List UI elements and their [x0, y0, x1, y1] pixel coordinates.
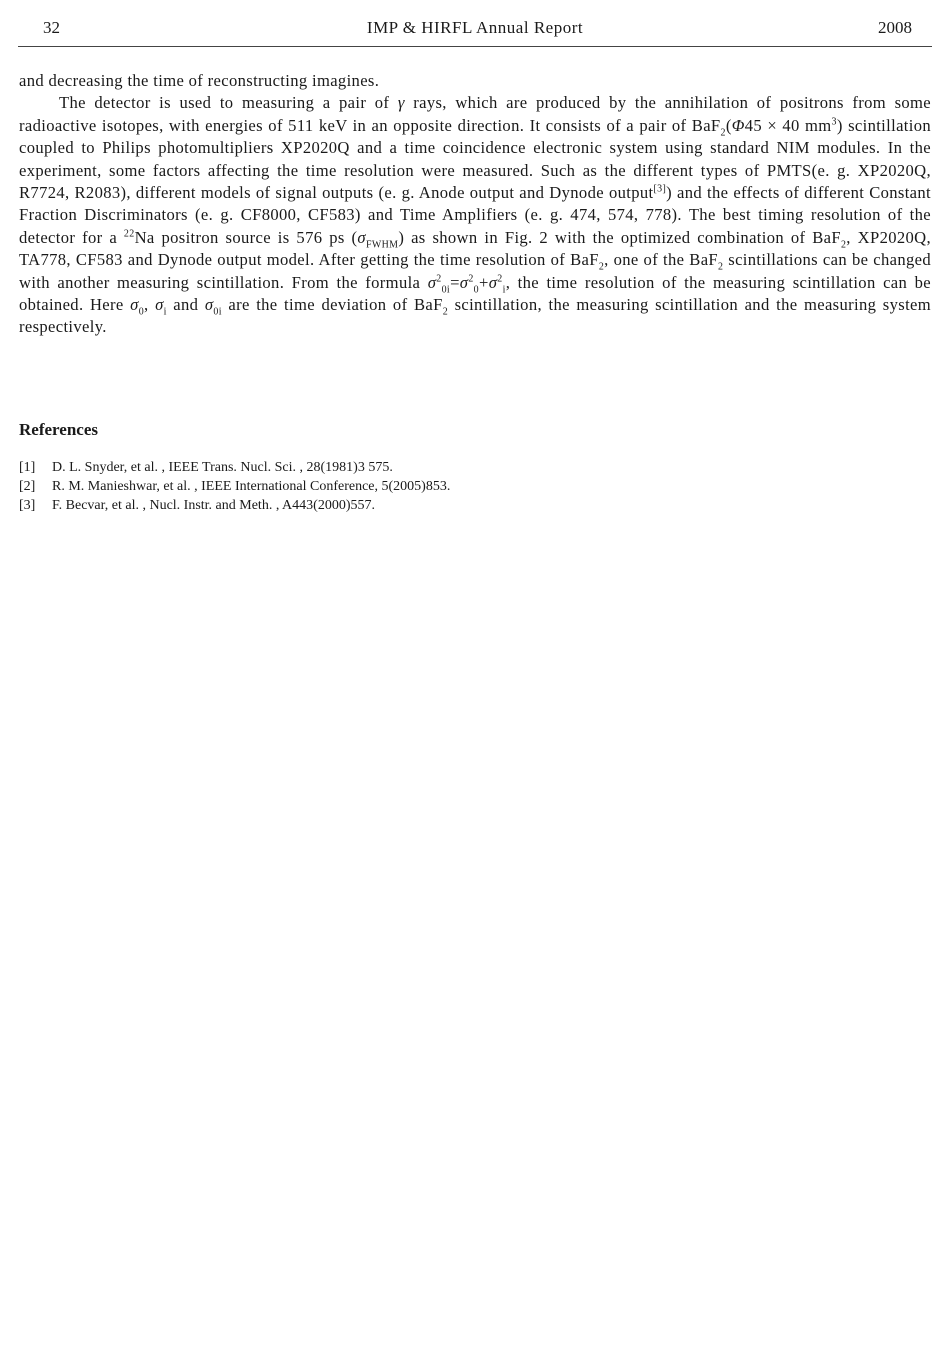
report-year: 2008: [878, 18, 912, 37]
paragraph-2: The detector is used to measuring a pair of γ rays, which are produced by the annihilation of positrons from some radioactive isotopes, with energies of 511 keV in an opposite direction. It consists of a pair of BaF$_2$(Φ45 × 40 $mm^3$) scintillation coupled to Philips photomultipliers XP2020Q and a time coincidence electronic system using standard NIM modules. In the experiment, some factors affecting the time resolution were measured. Such as the different types of PMTS(e. g. XP2020Q, R7724, R2083), different models of signal outputs (e. g. Anode output and Dynode output[3]) and the effects of different Constant Fraction Discriminators (e. g. CF8000, CF583) and Time Amplifiers (e. g. 474, 574, 778). The best timing resolution of the detector for a $^{22}$Na positron source is 576 ps $(\sigma_{FWHM})$ as shown in Fig. 2 with the optimized combination of BaF$_2$, XP2020Q, TA778, CF583 and Dynode output model. After getting the time resolution of BaF$_2$, one of the BaF$_2$ scintillations can be changed with another measuring scintillation. From the formula $\sigma^2_{0i}=\sigma^2_0+\sigma^2_i$, the time resolution of the measuring scintillation can be obtained. Here $\sigma_0$, $\sigma_i$ and $\sigma_{0i}$ are the time deviation of BaF$_2$ scintillation, the measuring scintillation and the measuring system respectively.: [19, 93, 932, 337]
reference-item: [3] F. Becvar, et al. , Nucl. Instr. and Meth. , A443(2000)557.: [19, 498, 375, 513]
reference-item: [1] D. L. Snyder, et al. , IEEE Trans. Nucl. Sci. , 28(1981)3 575.: [19, 460, 393, 475]
gamma-symbol: γ: [397, 93, 405, 113]
page-number: 32: [43, 18, 60, 37]
body-text: [19, 70, 931, 339]
reference-item: [2] R. M. Manieshwar, et al. , IEEE International Conference, 5(2005)853.: [19, 479, 451, 494]
page-header: [18, 16, 932, 47]
paragraph-1: and decreasing the time of reconstructing imagines.: [19, 71, 380, 90]
time-resolution-formula: $\sigma^2_{0i}=\sigma^2_0+\sigma^2_i$: [427, 272, 506, 295]
references-heading: References: [19, 420, 98, 439]
journal-title: IMP & HIRFL Annual Report: [366, 18, 584, 37]
reference-list: [19, 458, 919, 515]
citation-3: [3]: [653, 183, 667, 195]
phi-symbol: Φ: [731, 115, 745, 135]
